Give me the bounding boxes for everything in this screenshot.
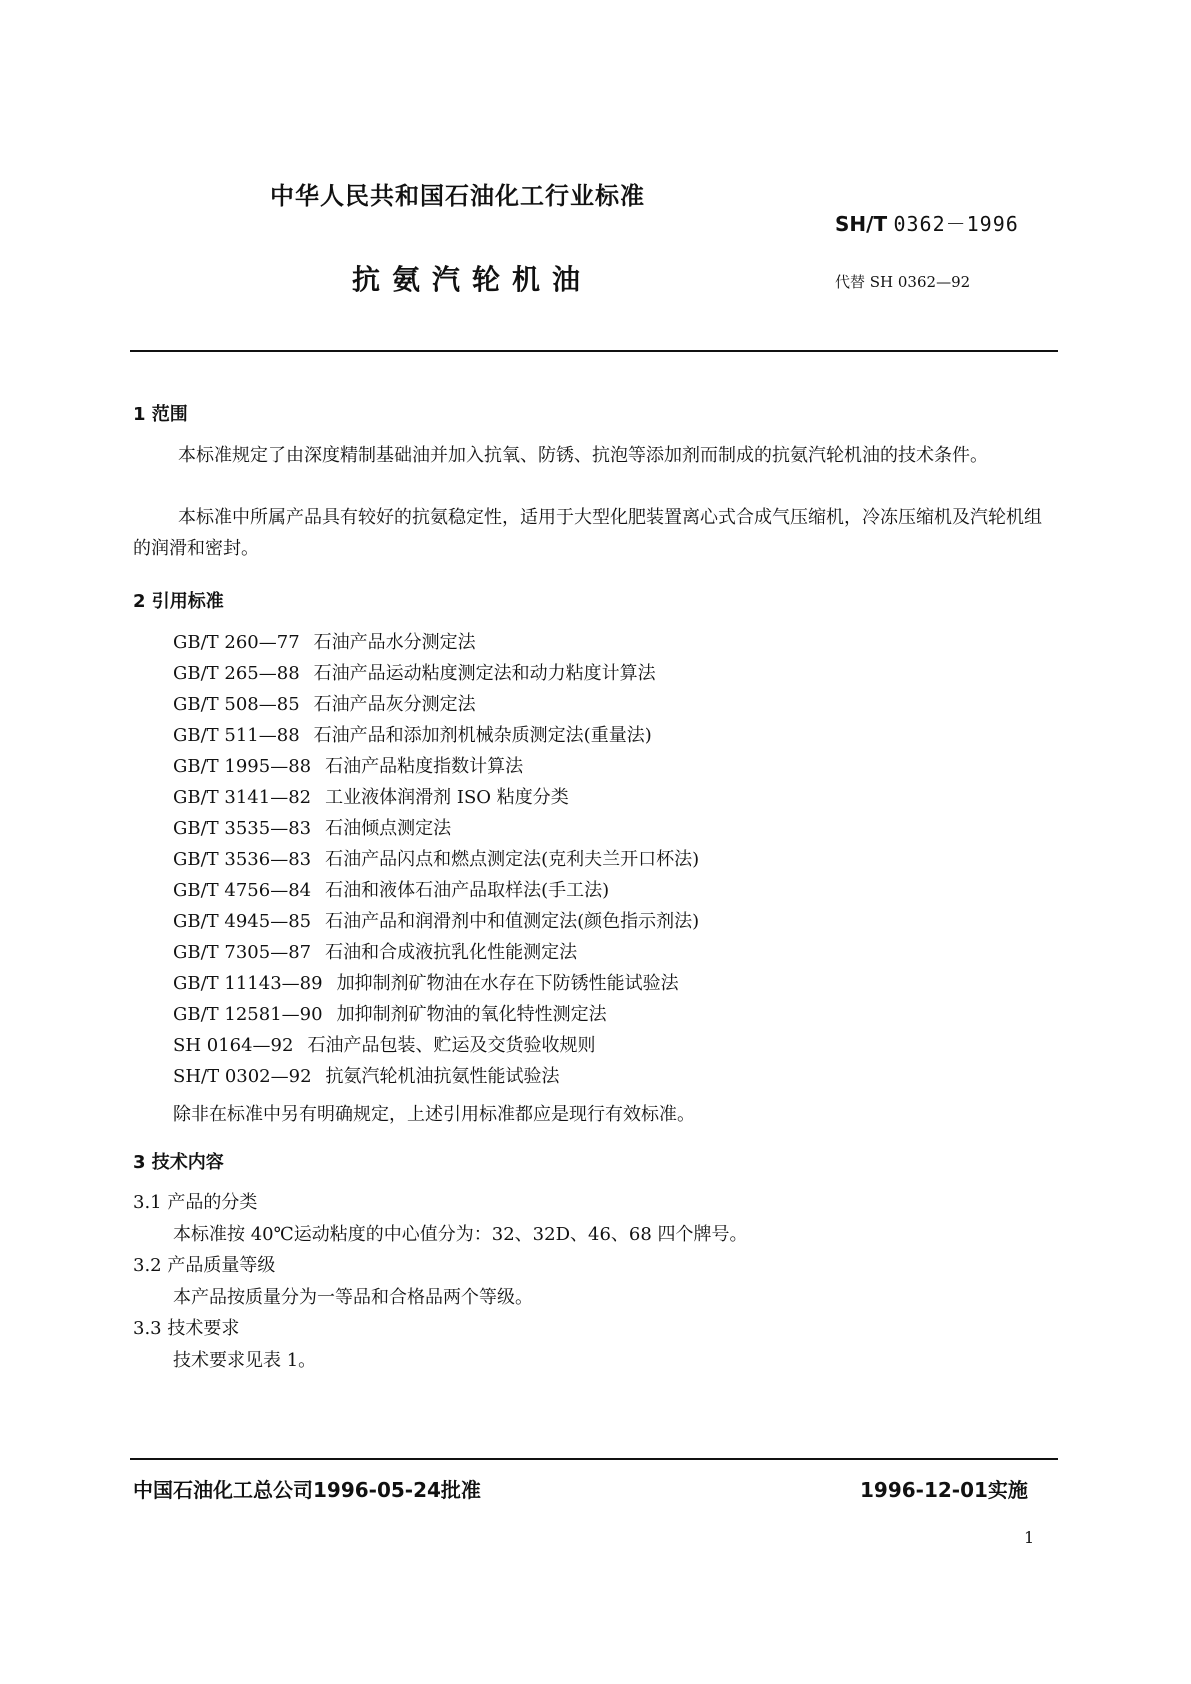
section-2-heading: 2 引用标准: [133, 591, 224, 612]
reference-code: GB/T 4945—85: [173, 911, 312, 932]
reference-code: GB/T 11143—89: [173, 973, 323, 994]
reference-title: 加抑制剂矿物油的氧化特性测定法: [336, 1004, 607, 1025]
subsection-3-1-body: 本标准按 40℃运动粘度的中心值分为：32、32D、46、68 四个牌号。: [173, 1224, 748, 1245]
subsection-3-3-heading: 3.3 技术要求: [133, 1318, 240, 1339]
subsection-3-2-heading: 3.2 产品质量等级: [133, 1255, 276, 1276]
list-item: [173, 689, 699, 720]
reference-title: 石油和液体石油产品取样法(手工法): [325, 880, 610, 901]
reference-validity-note: 除非在标准中另有明确规定，上述引用标准都应是现行有效标准。: [173, 1104, 695, 1125]
standard-code: 0362－1996: [893, 212, 1019, 236]
reference-list: [173, 627, 699, 1092]
subsection-3-2-body: 本产品按质量分为一等品和合格品两个等级。: [173, 1287, 533, 1308]
page-title: 抗氨汽轮机油: [352, 263, 593, 296]
reference-title: 工业液体润滑剂 ISO 粘度分类: [325, 787, 569, 808]
reference-code: GB/T 265—88: [173, 663, 300, 684]
header-divider: [130, 350, 1058, 352]
effective-date: 1996-12-01实施: [860, 1478, 1028, 1502]
list-item: [173, 720, 699, 751]
reference-code: GB/T 7305—87: [173, 942, 312, 963]
reference-code: GB/T 4756—84: [173, 880, 312, 901]
list-item: [173, 937, 699, 968]
reference-title: 抗氨汽轮机油抗氨性能试验法: [325, 1066, 560, 1087]
standard-prefix: SH/T: [835, 212, 888, 236]
section-1-heading: 1 范围: [133, 404, 188, 425]
reference-title: 加抑制剂矿物油在水存在下防锈性能试验法: [336, 973, 679, 994]
list-item: [173, 875, 699, 906]
list-item: [173, 844, 699, 875]
reference-title: 石油产品水分测定法: [313, 632, 476, 653]
section-3-heading: 3 技术内容: [133, 1152, 224, 1173]
reference-code: GB/T 1995—88: [173, 756, 312, 777]
list-item: [173, 1030, 699, 1061]
list-item: [173, 751, 699, 782]
reference-title: 石油产品粘度指数计算法: [325, 756, 524, 777]
footer-divider: [130, 1458, 1058, 1460]
reference-code: GB/T 3141—82: [173, 787, 312, 808]
section-1-paragraph-2: 本标准中所属产品具有较好的抗氨稳定性，适用于大型化肥装置离心式合成气压缩机，冷冻压缩机及汽轮机组的润滑和密封。: [133, 507, 1042, 559]
section-1-paragraph-1: 本标准规定了由深度精制基础油并加入抗氧、防锈、抗泡等添加剂而制成的抗氨汽轮机油的技术条件。: [178, 445, 988, 466]
reference-title: 石油产品和润滑剂中和值测定法(颜色指示剂法): [325, 911, 700, 932]
list-item: [173, 999, 699, 1030]
list-item: [173, 782, 699, 813]
reference-code: GB/T 260—77: [173, 632, 300, 653]
page-number: 1: [1024, 1528, 1035, 1547]
reference-title: 石油产品和添加剂机械杂质测定法(重量法): [313, 725, 652, 746]
reference-code: GB/T 12581—90: [173, 1004, 323, 1025]
reference-title: 石油产品灰分测定法: [313, 694, 476, 715]
list-item: [173, 813, 699, 844]
reference-title: 石油产品运动粘度测定法和动力粘度计算法: [313, 663, 656, 684]
reference-title: 石油产品包装、贮运及交货验收规则: [307, 1035, 596, 1056]
subsection-3-3-body: 技术要求见表 1。: [173, 1350, 317, 1371]
list-item: [173, 627, 699, 658]
org-title: 中华人民共和国石油化工行业标准: [270, 182, 645, 210]
reference-code: GB/T 3536—83: [173, 849, 312, 870]
reference-title: 石油和合成液抗乳化性能测定法: [325, 942, 578, 963]
reference-code: SH 0164—92: [173, 1035, 294, 1056]
list-item: [173, 968, 699, 999]
reference-code: GB/T 511—88: [173, 725, 300, 746]
reference-title: 石油倾点测定法: [325, 818, 452, 839]
reference-title: 石油产品闪点和燃点测定法(克利夫兰开口杯法): [325, 849, 700, 870]
reference-code: GB/T 3535—83: [173, 818, 312, 839]
reference-code: SH/T 0302—92: [173, 1066, 312, 1087]
standard-number: [835, 208, 1019, 237]
reference-code: GB/T 508—85: [173, 694, 300, 715]
subsection-3-1-heading: 3.1 产品的分类: [133, 1192, 258, 1213]
list-item: [173, 658, 699, 689]
list-item: [173, 1061, 699, 1092]
approval-date: 中国石油化工总公司1996-05-24批准: [133, 1478, 481, 1502]
replaces-note: 代替 SH 0362—92: [835, 273, 971, 291]
list-item: [173, 906, 699, 937]
